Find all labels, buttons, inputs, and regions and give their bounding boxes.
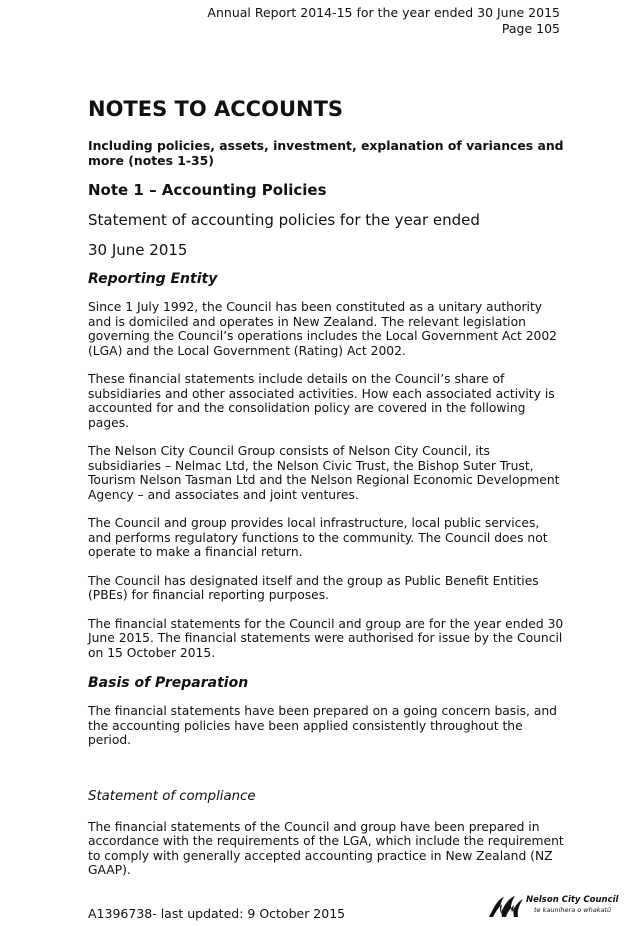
basis-of-preparation-heading: Basis of Preparation	[88, 675, 249, 691]
council-logo	[488, 893, 619, 921]
page-content	[88, 96, 566, 892]
page-number: Page 105	[501, 20, 560, 36]
page-subtitle: Including policies, assets, investment, explanation of variances and more (notes 1-35)	[88, 138, 564, 168]
reporting-entity-paragraph: The Nelson City Council Group consists of Nelson City Council, its subsidiaries – Nelmac Ltd, the Nelson Civic Trust, the Bishop Suter Trust, Tourism Nelson Tasman Ltd and the Nelson Regional Economic Development Agency – and associates and joint ventures.	[88, 444, 560, 502]
page-title: NOTES TO ACCOUNTS	[88, 97, 344, 121]
statement-of-compliance-heading: Statement of compliance	[88, 788, 256, 804]
reporting-entity-paragraph: The Council has designated itself and the group as Public Benefit Entities (PBEs) for financial reporting purposes.	[88, 573, 539, 602]
council-tagline: te kaunihera o whakatū	[534, 906, 612, 914]
note-heading: Note 1 – Accounting Policies	[88, 181, 327, 199]
statement-of-compliance-paragraph: The financial statements of the Council and group have been prepared in accordance with the requirements of the LGA, which include the requirement to comply with generally accepted accounting practice in New Zealand (NZ GAAP).	[88, 819, 564, 877]
statement-line-2: 30 June 2015	[88, 241, 188, 259]
statement-line-1: Statement of accounting policies for the year ended	[88, 211, 480, 229]
reporting-entity-paragraph: The Council and group provides local infrastructure, local public services, and performs regulatory functions to the community. The Council does not operate to make a financial return.	[88, 516, 548, 559]
document-footer: A1396738- last updated: 9 October 2015	[88, 906, 346, 921]
reporting-entity-paragraph: Since 1 July 1992, the Council has been constituted as a unitary authority and is domiciled and operates in New Zealand. The relevant legislation governing the Council’s operations includes the Local Government Act 2002 (LGA) and the Local Government (Rating) Act 2002.	[88, 300, 558, 358]
council-name: Nelson City Council	[526, 895, 619, 905]
report-title-line: Annual Report 2014-15 for the year ended 30 June 2015	[207, 5, 560, 20]
reporting-entity-heading: Reporting Entity	[88, 271, 218, 287]
basis-of-preparation-paragraph: The financial statements have been prepared on a going concern basis, and the accounting policies have been applied consistently throughout the period.	[88, 704, 557, 747]
reporting-entity-paragraph: These financial statements include details on the Council’s share of subsidiaries and other associated activities. How each associated activity is accounted for and the consolidation policy are covered in the following pages.	[88, 372, 555, 430]
nelson-city-council-logo-icon	[488, 893, 524, 919]
report-header	[207, 5, 560, 36]
reporting-entity-paragraph: The financial statements for the Council and group are for the year ended 30 June 2015. The financial statements were authorised for issue by the Council on 15 October 2015.	[88, 616, 564, 660]
